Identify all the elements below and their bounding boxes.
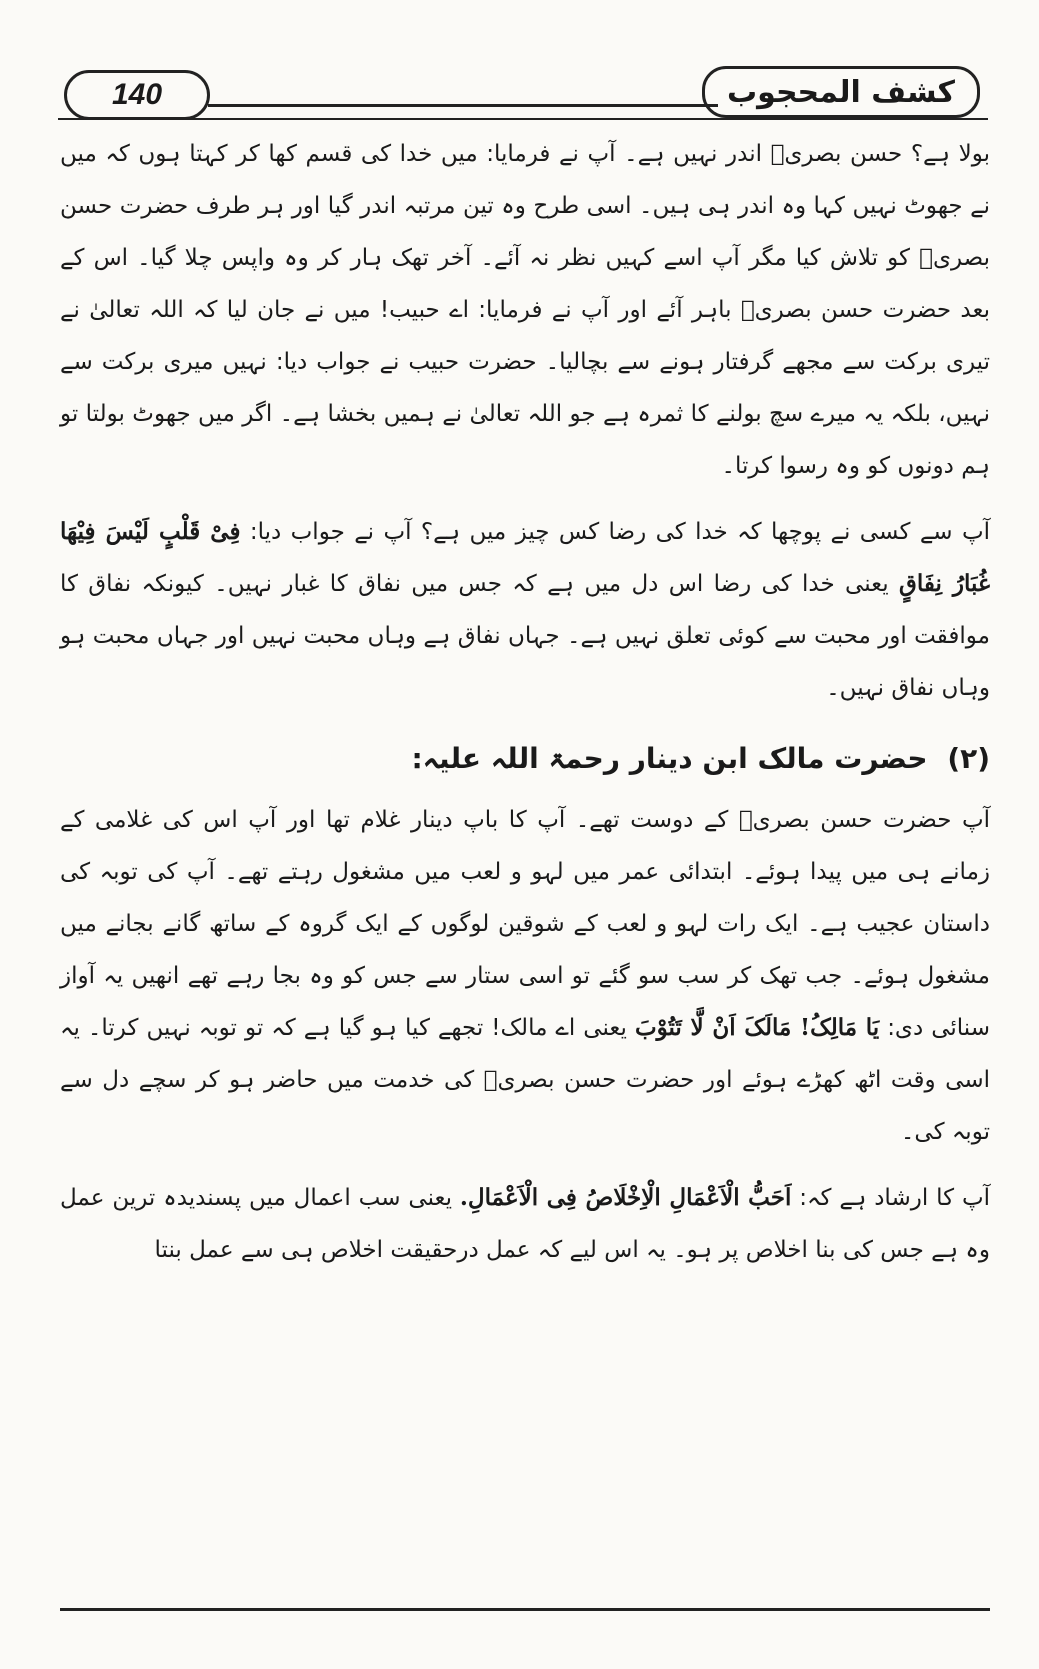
paragraph-4-intro: آپ کا ارشاد ہے کہ: [799,1185,990,1211]
section-heading [60,732,990,786]
arabic-quote-2: یَا مَالِکُ! مَالَکَ اَنْ لَّا تَتُوْبَ [634,1014,880,1041]
paragraph-2-rest: یعنی خدا کی رضا اس دل میں ہے کہ جس میں نفاق کا غبار نہیں۔ کیونکہ نفاق کا موافقت اور محبت سے کوئی تعلق نہیں ہے۔ جہاں نفاق ہے وہاں محبت نہیں اور جہاں محبت ہو وہاں نفاق نہیں۔ [60,571,990,701]
paragraph-3-intro: آپ حضرت حسن بصریؒ کے دوست تھے۔ آپ کا باپ دینار غلام تھا اور آپ اس کی غلامی کے زمانے ہی میں پیدا ہوئے۔ ابتدائی عمر میں لہو و لعب میں مشغول رہتے تھے۔ آپ کی توبہ کی داستان عجیب ہے۔ ایک رات لہو و لعب کے شوقین لوگوں کے ایک گروہ کے ساتھ گانے بجانے میں مشغول ہوئے۔ جب تھک کر سب سو گئے تو اسی ستار سے جس کو وہ بجا رہے تھے انھیں یہ آواز سنائی دی: [60,807,990,1041]
paragraph-3 [60,794,990,1158]
book-title: کشف المحجوب [702,66,980,118]
section-title: حضرت مالک ابن دینار رحمۃ اللہ علیہ: [411,742,928,775]
page-number: 140 [64,70,210,120]
paragraph-2-intro: آپ سے کسی نے پوچھا کہ خدا کی رضا کس چیز میں ہے؟ آپ نے جواب دیا: [249,519,990,545]
paragraph-2 [60,506,990,714]
arabic-quote-1: فِیْ قَلْبٍ لَیْسَ فِیْھَا غُبَارُ نِفَاقٍ [60,518,990,597]
section-number: (۲) [947,742,990,775]
paragraph-4 [60,1172,990,1276]
paragraph-3-rest: یعنی اے مالک! تجھے کیا ہو گیا ہے کہ تو توبہ نہیں کرتا۔ یہ اسی وقت اٹھ کھڑے ہوئے اور حضرت حسن بصریؒ کی خدمت میں حاضر ہو کر سچے دل سے توبہ کی۔ [60,1015,990,1145]
header-underline [58,118,988,120]
page-header [58,60,988,120]
paragraph-4-rest: یعنی سب اعمال میں پسندیدہ ترین عمل وہ ہے جس کی بنا اخلاص پر ہو۔ یہ اس لیے کہ عمل درحقیقت اخلاص ہی سے عمل بنتا [60,1185,990,1263]
arabic-quote-3: اَحَبُّ الْاَعْمَالِ الْاِخْلَاصُ فِی الْاَعْمَالِ. [459,1184,792,1211]
footer-rule [60,1608,990,1611]
header-rule [208,104,718,107]
paragraph-1: بولا ہے؟ حسن بصریؒ اندر نہیں ہے۔ آپ نے فرمایا: میں خدا کی قسم کھا کر کہتا ہوں کہ میں نے جھوٹ نہیں کہا وہ اندر ہی ہیں۔ اسی طرح وہ تین مرتبہ اندر گیا اور ہر طرف حضرت حسن بصریؒ کو تلاش کیا مگر آپ اسے کہیں نظر نہ آئے۔ آخر تھک ہار کر وہ واپس چلا گیا۔ اس کے بعد حضرت حسن بصریؒ باہر آئے اور آپ نے فرمایا: اے حبیب! میں نے جان لیا کہ اللہ تعالیٰ نے تیری برکت سے مجھے گرفتار ہونے سے بچالیا۔ حضرت حبیب نے جواب دیا: نہیں میری برکت سے نہیں، بلکہ یہ میرے سچ بولنے کا ثمرہ ہے جو اللہ تعالیٰ نے ہمیں بخشا ہے۔ اگر میں جھوٹ بولتا تو ہم دونوں کو وہ رسوا کرتا۔ [60,141,990,479]
page-body [60,128,990,1276]
